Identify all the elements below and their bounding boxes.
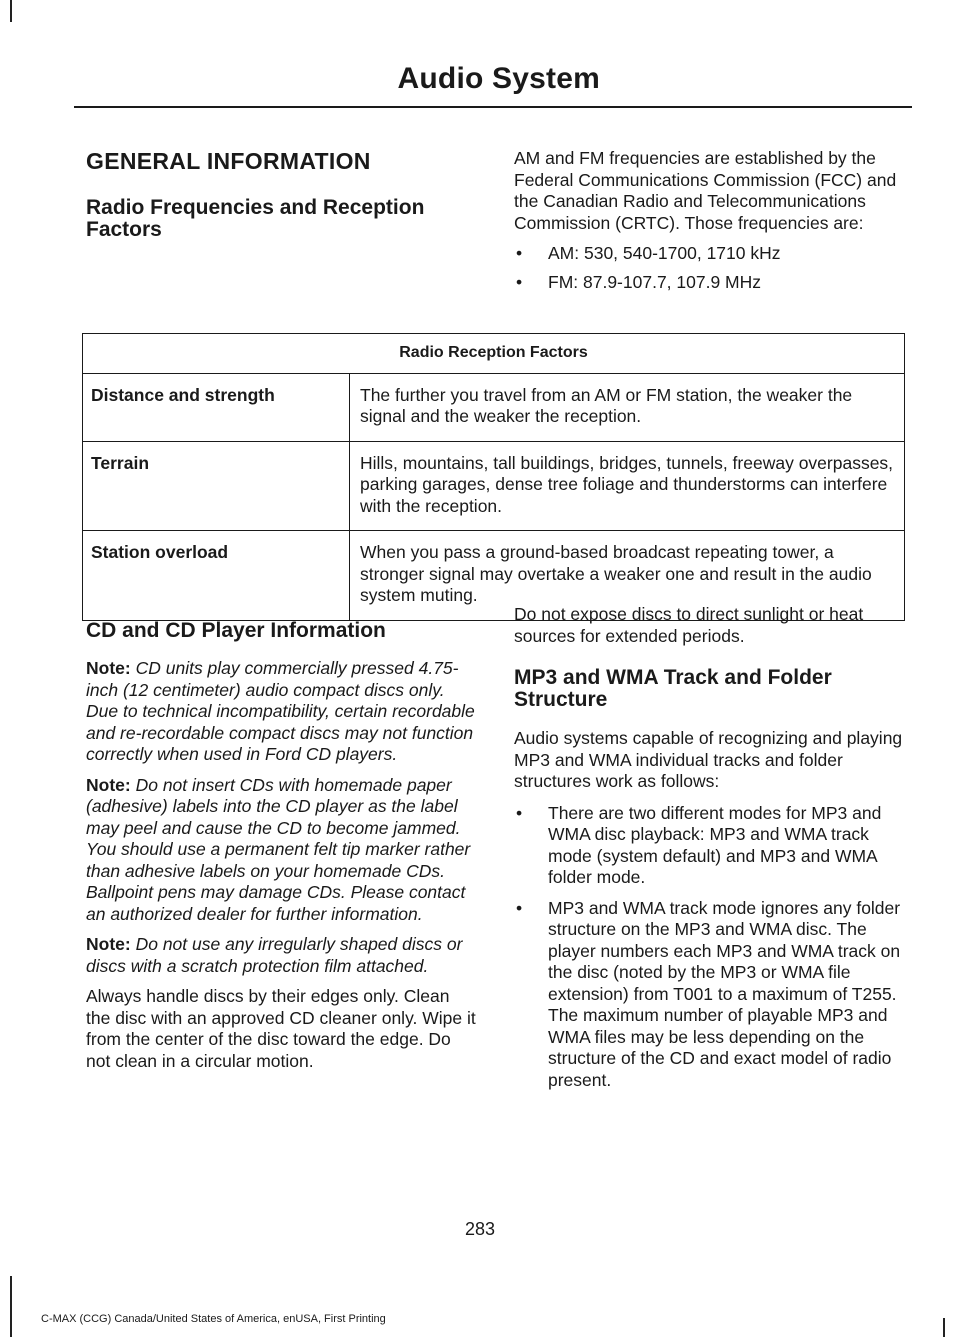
list-item: • FM: 87.9-107.7, 107.9 MHz (516, 271, 762, 292)
disc-exposure-text: Do not expose discs to direct sunlight or heat sources for extended periods. (514, 604, 864, 646)
factor-cell: Station overload (83, 531, 350, 621)
table-title: Radio Reception Factors (83, 334, 905, 374)
mp3-intro: Audio systems capable of recognizing and playing MP3 and WMA individual tracks and folder structures work as follows: (514, 728, 903, 791)
description-cell: Hills, mountains, tall buildings, bridges, tunnels, freeway overpasses, parking garages, dense tree foliage and thunderstorms can interfere with the reception. (350, 441, 905, 531)
frequencies-block (514, 148, 908, 300)
mp3-section-title: MP3 and WMA Track and Folder Structure (514, 666, 832, 711)
description-cell: When you pass a ground-based broadcast repeating tower, a stronger signal may overtake a weaker one and result in the audio system muting. (350, 531, 905, 621)
note: Note: CD units play commercially pressed 4.75-inch (12 centimeter) audio compact discs only. Due to technical incompatibility, certain recordable and re-recordable compact discs may not function correctly when used in Ford CD players. (86, 658, 475, 764)
cd-info-block (86, 620, 478, 1072)
crop-mark-top-left (10, 0, 12, 22)
list-item: • MP3 and WMA track mode ignores any folder structure on the MP3 and WMA disc. The player numbers each MP3 and WMA track on the disc (noted by the MP3 or WMA file extension) from T001 to a maximum of T255. The maximum number of playable MP3 and WMA files may be less depending on the structure of the CD and exact model of radio present. (516, 897, 901, 1090)
table-row (83, 441, 905, 531)
header-rule (74, 106, 912, 108)
cd-section-title: CD and CD Player Information (86, 619, 386, 642)
footer-text: C-MAX (CCG) Canada/United States of America, enUSA, First Printing (41, 1313, 386, 1325)
page-number: 283 (464, 1219, 496, 1239)
factor-cell: Terrain (83, 441, 350, 531)
mp3-block (514, 604, 908, 1098)
disc-handling-text: Always handle discs by their edges only. Clean the disc with an approved CD cleaner only. Wipe it from the center of the disc toward the edge. Do not clean in a circular motion. (86, 986, 476, 1071)
note: Note: Do not insert CDs with homemade paper (adhesive) labels into the CD player as the label may peel and cause the CD to become jammed. You should use a permanent felt tip marker rather than adhesive labels on your homemade CDs. Ballpoint pens may damage CDs. Please contact an authorized dealer for further information. (86, 774, 471, 924)
frequencies-intro: AM and FM frequencies are established by the Federal Communications Commission (FCC) and the Canadian Radio and Telecommunications Commission (CRTC). Those frequencies are: (514, 148, 897, 233)
list-item: • AM: 530, 540-1700, 1710 kHz (516, 243, 781, 263)
reception-factors-table (82, 333, 905, 621)
crop-mark-bottom-left (10, 1276, 12, 1337)
note: Note: Do not use any irregularly shaped discs or discs with a scratch protection film attached. (86, 934, 463, 976)
factor-cell: Distance and strength (83, 373, 350, 441)
subsection-title: Radio Frequencies and Reception Factors (86, 196, 425, 241)
frequency-list (514, 243, 908, 293)
description-cell: The further you travel from an AM or FM station, the weaker the signal and the weaker the reception. (350, 373, 905, 441)
list-item: • There are two different modes for MP3 and WMA disc playback: MP3 and WMA track mode (system default) and MP3 and WMA folder mode. (516, 802, 882, 887)
section-title: GENERAL INFORMATION (86, 148, 371, 174)
mp3-mode-list (514, 803, 908, 1092)
general-info-block (86, 148, 478, 241)
crop-mark-bottom-right (943, 1318, 945, 1337)
table-header-row (83, 334, 905, 374)
table-row (83, 373, 905, 441)
chapter-title: Audio System (397, 62, 600, 95)
